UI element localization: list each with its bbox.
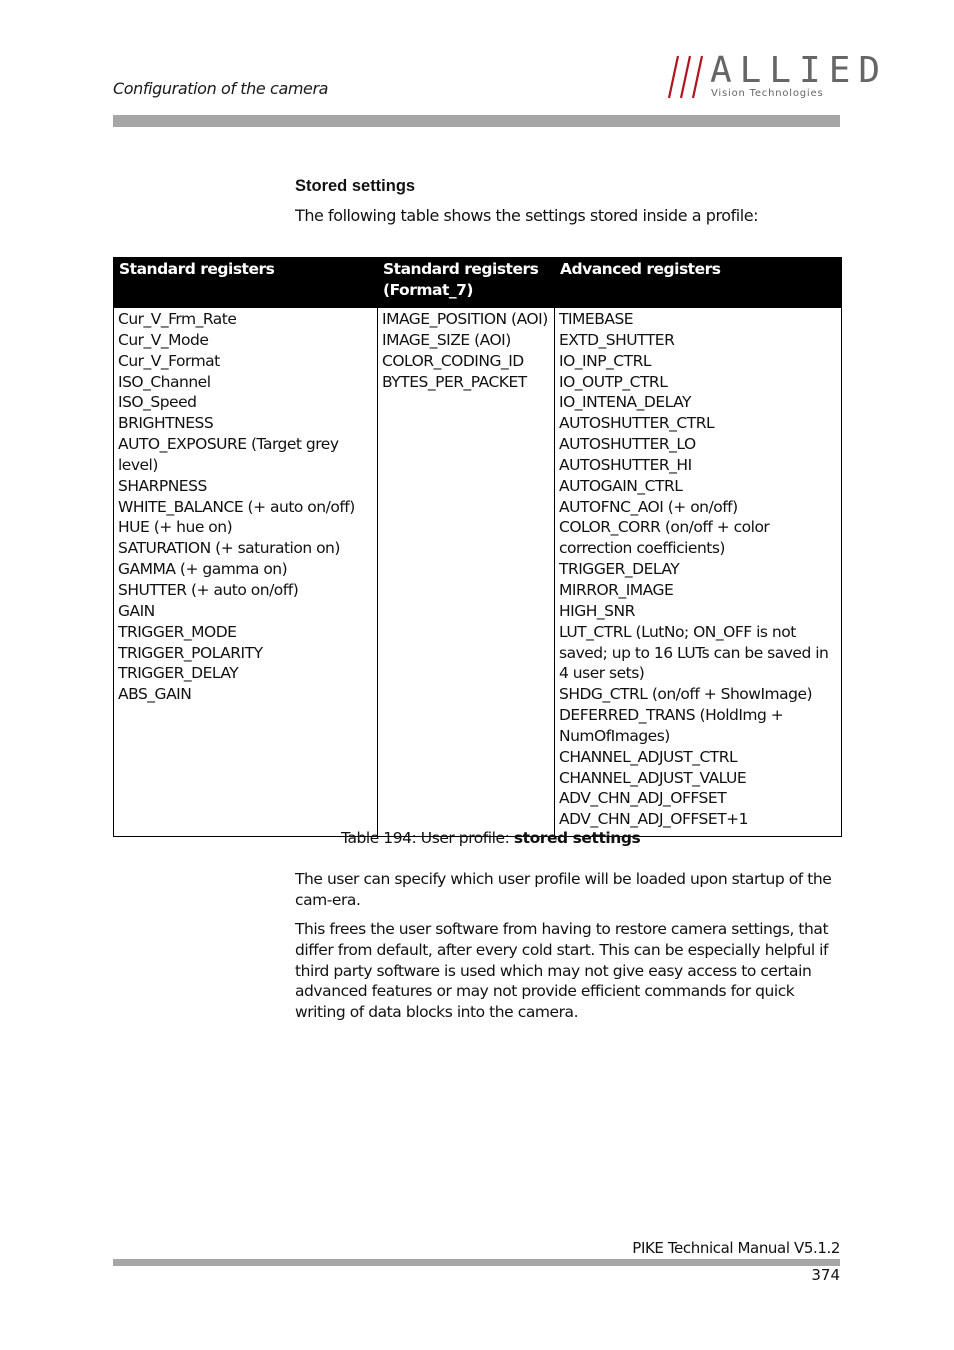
register-entry: TRIGGER_DELAY bbox=[118, 664, 239, 683]
register-entry: MIRROR_IMAGE bbox=[559, 580, 674, 599]
page-number: 374 bbox=[811, 1266, 840, 1284]
register-entry: WHITE_BALANCE (+ auto on/off) bbox=[118, 497, 355, 516]
register-entry: Cur_V_Format bbox=[118, 351, 220, 370]
caption-prefix: Table 194: User profile: bbox=[341, 829, 514, 847]
register-entry: CHANNEL_ADJUST_CTRL bbox=[559, 747, 738, 766]
register-entry: Cur_V_Mode bbox=[118, 330, 209, 349]
register-entry: AUTOSHUTTER_CTRL bbox=[559, 414, 715, 433]
register-entry: GAMMA (+ gamma on) bbox=[118, 560, 288, 579]
header-rule bbox=[113, 115, 840, 127]
register-entry: IMAGE_POSITION (AOI) bbox=[382, 310, 548, 328]
register-entry: Cur_V_Frm_Rate bbox=[118, 310, 237, 328]
caption-bold: stored settings bbox=[513, 829, 641, 847]
advanced-registers-cell bbox=[555, 308, 842, 837]
footer-manual-title: PIKE Technical Manual V5.1.2 bbox=[632, 1239, 840, 1257]
register-entry: IMAGE_SIZE (AOI) bbox=[382, 330, 511, 349]
register-entry: SHUTTER (+ auto on/off) bbox=[118, 580, 299, 599]
register-entry: ISO_Channel bbox=[118, 372, 211, 391]
register-entry: DEFERRED_TRANS (HoldImg + NumOfImages) bbox=[559, 706, 784, 745]
running-header-title: Configuration of the camera bbox=[113, 79, 329, 98]
register-entry: IO_INTENA_DELAY bbox=[559, 393, 691, 412]
register-entry: TRIGGER_POLARITY bbox=[118, 643, 263, 662]
footer-rule bbox=[113, 1259, 840, 1266]
register-entry: BRIGHTNESS bbox=[118, 414, 214, 433]
standard-registers-cell bbox=[114, 308, 378, 837]
logo-wordmark: ALLIED bbox=[710, 50, 889, 91]
register-entry: AUTOFNC_AOI (+ on/off) bbox=[559, 497, 738, 516]
register-entry: SHDG_CTRL (on/off + ShowImage) bbox=[559, 685, 813, 704]
table-header-row bbox=[114, 257, 842, 308]
register-entry: AUTOSHUTTER_LO bbox=[559, 435, 696, 454]
table-row bbox=[114, 308, 842, 837]
register-entry: COLOR_CODING_ID bbox=[382, 351, 524, 370]
register-entry: TIMEBASE bbox=[559, 310, 634, 328]
register-entry: BYTES_PER_PACKET bbox=[382, 372, 527, 391]
register-entry: LUT_CTRL (LutNo; ON_OFF is not saved; up to 16 LUTs can be saved in 4 user sets) bbox=[559, 622, 829, 683]
register-entry: AUTOGAIN_CTRL bbox=[559, 476, 683, 495]
intro-text: The following table shows the settings stored inside a profile: bbox=[295, 206, 759, 225]
register-entry: IO_INP_CTRL bbox=[559, 351, 651, 370]
register-entry: HUE (+ hue on) bbox=[118, 518, 233, 537]
section-heading: Stored settings bbox=[295, 177, 416, 195]
header-standard-registers-format7: Standard registers (Format_7) bbox=[378, 257, 555, 308]
register-entry: HIGH_SNR bbox=[559, 601, 635, 620]
register-entry: ADV_CHN_ADJ_OFFSET bbox=[559, 789, 727, 808]
logo-slashes-icon bbox=[666, 54, 710, 100]
body-paragraph: This frees the user software from having to restore camera settings, that differ from default, after every cold start. This can be especially helpful if third party software is used which may not give easy access to certain advanced features or may not provide efficient commands for quick writing of data blocks into the camera. bbox=[295, 920, 829, 1022]
register-entry: COLOR_CORR (on/off + color correction coefficients) bbox=[559, 518, 770, 558]
register-entry: SATURATION (+ saturation on) bbox=[118, 539, 340, 558]
register-entry: AUTOSHUTTER_HI bbox=[559, 455, 692, 474]
header-advanced-registers: Advanced registers bbox=[555, 257, 842, 308]
register-entry: AUTO_EXPOSURE (Target grey level) bbox=[118, 435, 339, 474]
header-standard-registers: Standard registers bbox=[114, 257, 378, 308]
register-entry: ISO_Speed bbox=[118, 393, 197, 412]
register-entry: TRIGGER_MODE bbox=[118, 622, 237, 641]
body-paragraph: The user can specify which user profile will be loaded upon startup of the cam-era. bbox=[295, 870, 832, 909]
register-entry: SHARPNESS bbox=[118, 476, 207, 495]
allied-logo bbox=[666, 50, 889, 102]
register-entry: EXTD_SHUTTER bbox=[559, 330, 675, 349]
register-entry: ABS_GAIN bbox=[118, 685, 192, 704]
register-entry: IO_OUTP_CTRL bbox=[559, 372, 668, 391]
stored-settings-table bbox=[113, 257, 842, 837]
register-entry: TRIGGER_DELAY bbox=[559, 560, 680, 579]
format7-registers-cell bbox=[378, 308, 555, 837]
logo-subtext: Vision Technologies bbox=[711, 88, 824, 99]
register-entry: ADV_CHN_ADJ_OFFSET+1 bbox=[559, 810, 749, 829]
register-entry: CHANNEL_ADJUST_VALUE bbox=[559, 768, 747, 787]
register-entry: GAIN bbox=[118, 601, 155, 620]
table-caption bbox=[341, 829, 640, 847]
